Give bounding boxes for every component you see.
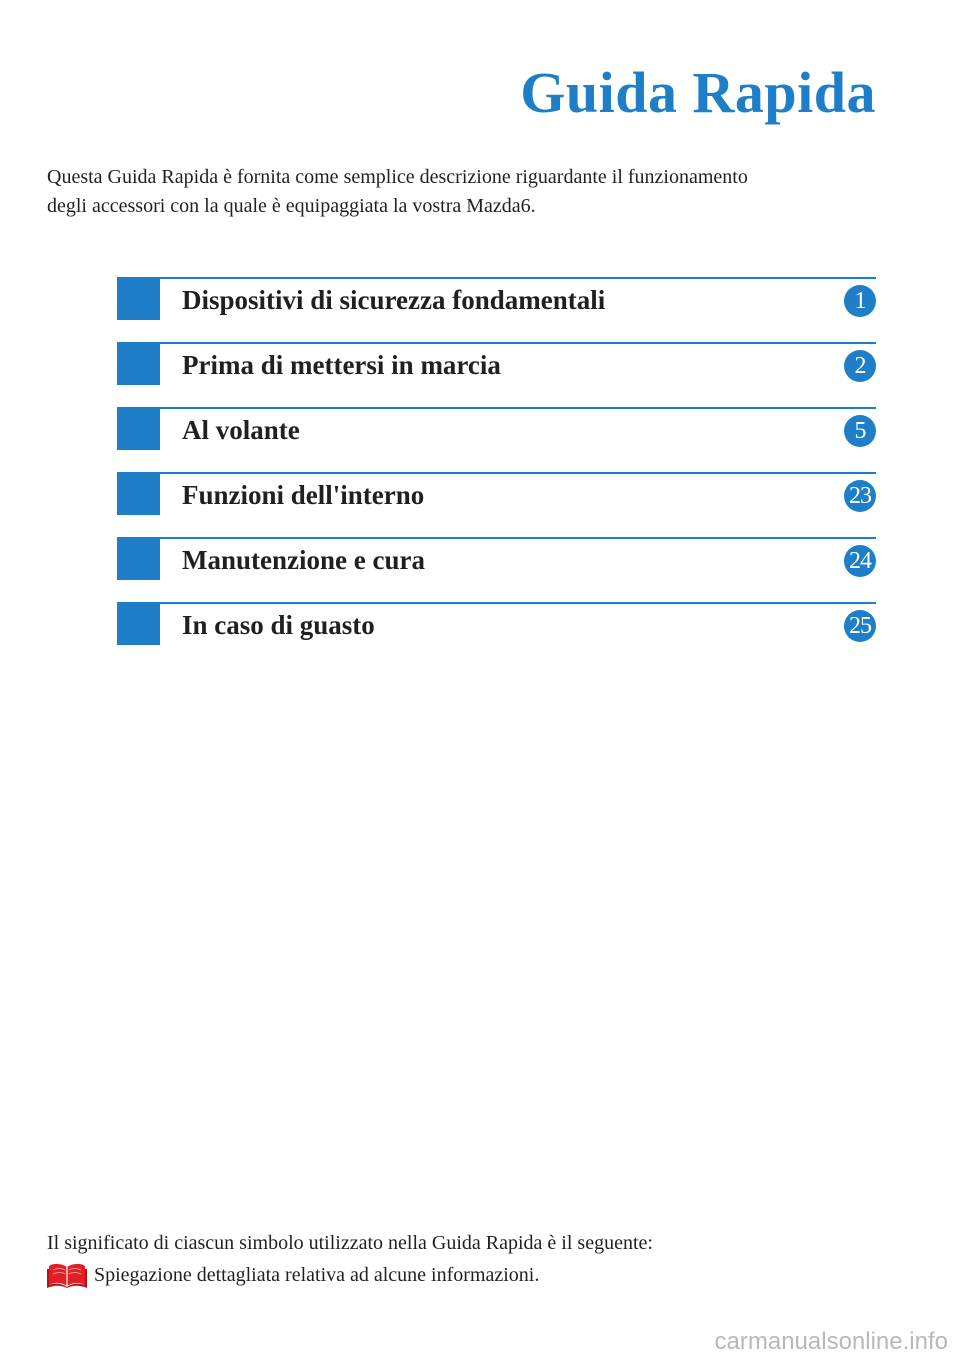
toc-item-label: Dispositivi di sicurezza fondamentali bbox=[182, 285, 606, 315]
toc-item-maintenance[interactable] bbox=[117, 537, 876, 602]
toc-page-badge: 1 bbox=[844, 285, 876, 317]
toc-rule bbox=[117, 537, 876, 539]
toc-item-troubleshooting[interactable] bbox=[117, 602, 876, 667]
toc-page-badge: 25 bbox=[844, 610, 876, 642]
toc-item-label: Manutenzione e cura bbox=[182, 545, 425, 575]
toc-rule bbox=[117, 277, 876, 279]
page-title: Guida Rapida bbox=[520, 60, 876, 125]
legend-item-text: Spiegazione dettagliata relativa ad alcune informazioni. bbox=[94, 1264, 540, 1286]
open-book-icon bbox=[47, 1262, 87, 1288]
toc-marker bbox=[117, 344, 160, 385]
toc-marker bbox=[117, 604, 160, 645]
intro-line-2: degli accessori con la quale è equipaggiata la vostra Mazda6. bbox=[47, 195, 536, 217]
legend-intro: Il significato di ciascun simbolo utilizzato nella Guida Rapida è il seguente: bbox=[47, 1232, 653, 1254]
toc-marker bbox=[117, 474, 160, 515]
toc-marker bbox=[117, 539, 160, 580]
toc-page-badge: 2 bbox=[844, 350, 876, 382]
toc-rule bbox=[117, 342, 876, 344]
toc-item-label: Funzioni dell'interno bbox=[182, 480, 425, 510]
legend-item bbox=[47, 1260, 907, 1290]
toc-rule bbox=[117, 602, 876, 604]
toc-item-label: Al volante bbox=[182, 415, 300, 445]
toc-item-safety[interactable] bbox=[117, 277, 876, 342]
toc-marker bbox=[117, 409, 160, 450]
toc-item-driving[interactable] bbox=[117, 407, 876, 472]
intro-text bbox=[47, 163, 907, 221]
toc-marker bbox=[117, 279, 160, 320]
toc-rule bbox=[117, 472, 876, 474]
toc-rule bbox=[117, 407, 876, 409]
toc-page-badge: 5 bbox=[844, 415, 876, 447]
table-of-contents bbox=[117, 277, 876, 667]
toc-page-badge: 23 bbox=[844, 480, 876, 512]
toc-page-badge: 24 bbox=[844, 545, 876, 577]
intro-line-1: Questa Guida Rapida è fornita come semplice descrizione riguardante il funzionamento bbox=[47, 166, 748, 188]
toc-item-label: Prima di mettersi in marcia bbox=[182, 350, 501, 380]
toc-item-before-driving[interactable] bbox=[117, 342, 876, 407]
symbol-legend bbox=[47, 1228, 907, 1290]
toc-item-label: In caso di guasto bbox=[182, 610, 375, 640]
watermark: carmanualsonline.info bbox=[714, 1328, 948, 1355]
toc-item-interior[interactable] bbox=[117, 472, 876, 537]
